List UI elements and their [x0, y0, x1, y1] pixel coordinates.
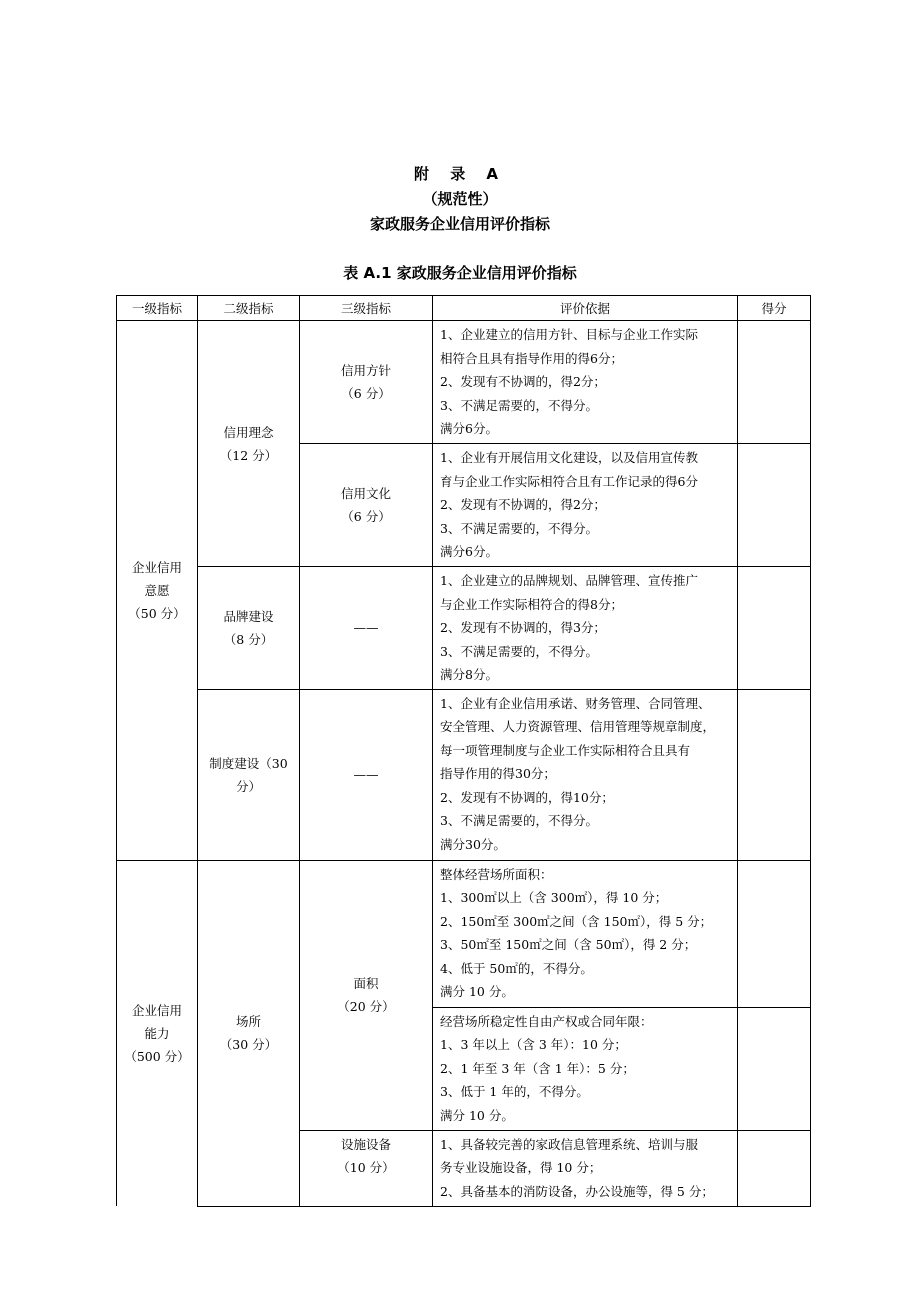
credit-evaluation-table	[116, 295, 811, 1207]
level2-cell: 信用理念 （12 分）	[198, 321, 300, 567]
level1-cell: 企业信用 意愿 （50 分）	[117, 321, 198, 861]
score-cell[interactable]	[738, 1130, 811, 1206]
table-row	[117, 860, 811, 1007]
score-cell[interactable]	[738, 1007, 811, 1130]
level3-cell: ——	[300, 689, 433, 860]
score-cell[interactable]	[738, 689, 811, 860]
score-cell[interactable]	[738, 860, 811, 1007]
criteria-cell: 1、企业建立的品牌规划、品牌管理、宣传推广 与企业工作实际相符合的得8分； 2、发现有不协调的，得3分； 3、不满足需要的，不得分。 满分8分。	[433, 567, 738, 690]
level3-cell: 面积 （20 分）	[300, 860, 433, 1130]
column-header: 二级指标	[198, 296, 300, 321]
level3-cell: 信用方针 （6 分）	[300, 321, 433, 444]
criteria-cell: 经营场所稳定性自由产权或合同年限： 1、3 年以上（含 3 年）：10 分； 2、1 年至 3 年（含 1 年）：5 分； 3、低于 1 年的，不得分。 满分 10 分。	[433, 1007, 738, 1130]
level1-cell: 企业信用 能力 （500 分）	[117, 860, 198, 1206]
table-caption: 表 A.1 家政服务企业信用评价指标	[343, 264, 577, 282]
level3-cell: 信用文化 （6 分）	[300, 444, 433, 567]
criteria-cell: 整体经营场所面积： 1、300㎡以上（含 300㎡），得 10 分； 2、150㎡至 300㎡之间（含 150㎡），得 5 分； 3、50㎡至 150㎡之间（含 50㎡），得 2 分； 4、低于 50㎡的，不得分。 满分 10 分。	[433, 860, 738, 1007]
level3-cell: ——	[300, 567, 433, 690]
level3-cell: 设施设备 （10 分）	[300, 1130, 433, 1206]
level2-cell: 品牌建设 （8 分）	[198, 567, 300, 690]
score-cell[interactable]	[738, 444, 811, 567]
column-header: 一级指标	[117, 296, 198, 321]
table-row	[117, 689, 811, 860]
appendix-title: 家政服务企业信用评价指标	[369, 215, 550, 233]
column-header: 三级指标	[300, 296, 433, 321]
score-cell[interactable]	[738, 567, 811, 690]
score-cell[interactable]	[738, 321, 811, 444]
appendix-heading: 附 录 A	[413, 165, 507, 183]
table-header-row	[117, 296, 811, 321]
table-row	[117, 567, 811, 690]
criteria-cell: 1、企业有开展信用文化建设，以及信用宣传教 育与企业工作实际相符合且有工作记录的得6分 2、发现有不协调的，得2分； 3、不满足需要的，不得分。 满分6分。	[433, 444, 738, 567]
normative-label: （规范性）	[422, 190, 498, 208]
table-row	[117, 321, 811, 444]
level2-cell: 制度建设（30 分）	[198, 689, 300, 860]
column-header: 评价依据	[433, 296, 738, 321]
criteria-cell: 1、企业有企业信用承诺、财务管理、合同管理、 安全管理、人力资源管理、信用管理等规章制度， 每一项管理制度与企业工作实际相符合且具有 指导作用的得30分； 2、发现有不协调的，得10分； 3、不满足需要的，不得分。 满分30分。	[433, 689, 738, 860]
criteria-cell: 1、具备较完善的家政信息管理系统、培训与服 务专业设施设备，得 10 分； 2、具备基本的消防设备，办公设施等，得 5 分；	[433, 1130, 738, 1206]
column-header: 得分	[738, 296, 811, 321]
criteria-cell: 1、企业建立的信用方针、目标与企业工作实际 相符合且具有指导作用的得6分； 2、发现有不协调的，得2分； 3、不满足需要的，不得分。 满分6分。	[433, 321, 738, 444]
level2-cell: 场所 （30 分）	[198, 860, 300, 1206]
